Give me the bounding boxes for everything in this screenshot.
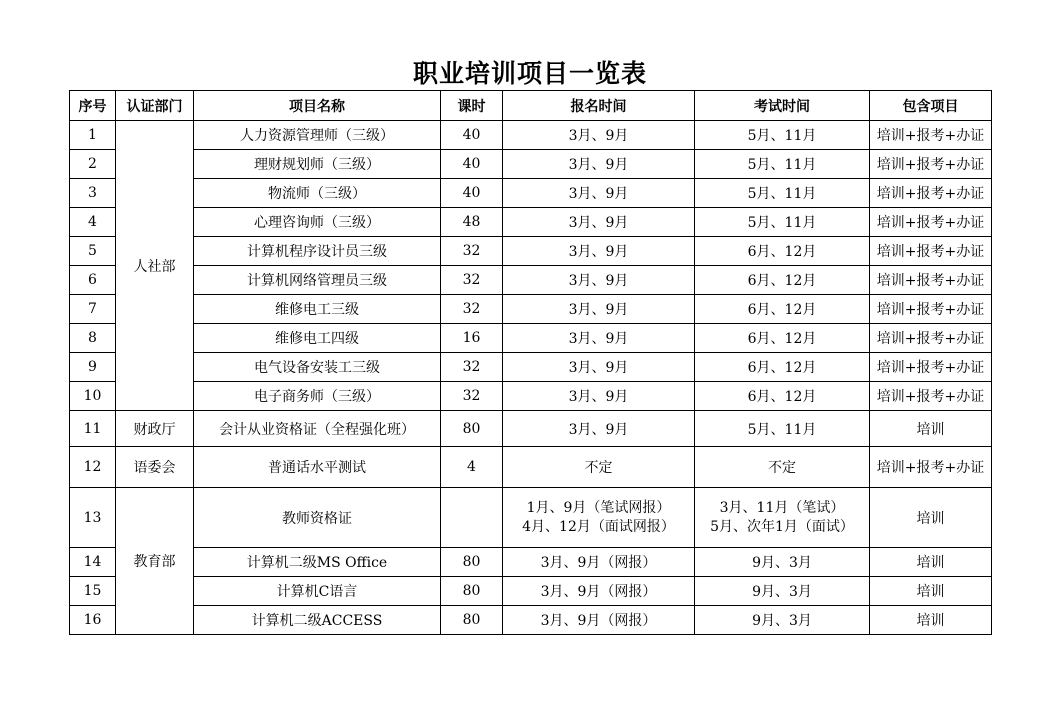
cell-name: 计算机二级MS Office [194,548,441,577]
cell-no: 9 [70,353,116,382]
cell-dept: 人社部 [116,121,194,411]
cell-incl: 培训+报考+办证 [870,324,992,353]
cell-incl: 培训+报考+办证 [870,179,992,208]
cell-exam: 5月、11月 [695,179,870,208]
cell-reg: 3月、9月（网报） [503,577,695,606]
cell-name: 维修电工四级 [194,324,441,353]
cell-reg: 3月、9月 [503,266,695,295]
cell-exam: 9月、3月 [695,577,870,606]
cell-hours: 80 [441,577,503,606]
cell-dept: 财政厅 [116,411,194,447]
cell-incl: 培训+报考+办证 [870,150,992,179]
cell-exam: 6月、12月 [695,266,870,295]
cell-exam: 5月、11月 [695,150,870,179]
table-row [70,208,992,237]
header-cell-incl: 包含项目 [870,91,992,121]
cell-exam: 6月、12月 [695,295,870,324]
cell-incl: 培训 [870,577,992,606]
cell-no: 5 [70,237,116,266]
cell-hours: 80 [441,606,503,635]
cell-hours [441,488,503,548]
table-row [70,606,992,635]
cell-exam [695,488,870,548]
cell-hours: 32 [441,382,503,411]
cell-name: 计算机网络管理员三级 [194,266,441,295]
cell-hours: 80 [441,411,503,447]
cell-name: 计算机程序设计员三级 [194,237,441,266]
cell-reg: 3月、9月 [503,382,695,411]
table-row [70,548,992,577]
cell-reg [503,488,695,548]
cell-name: 心理咨询师（三级） [194,208,441,237]
cell-no: 1 [70,121,116,150]
page-title: 职业培训项目一览表 [412,59,647,88]
cell-reg: 3月、9月 [503,237,695,266]
cell-name: 维修电工三级 [194,295,441,324]
header-cell-dept: 认证部门 [116,91,194,121]
cell-no: 10 [70,382,116,411]
cell-name: 电气设备安装工三级 [194,353,441,382]
cell-no: 3 [70,179,116,208]
header-cell-exam: 考试时间 [695,91,870,121]
header-row [70,91,992,121]
cell-reg: 3月、9月 [503,179,695,208]
cell-reg: 3月、9月（网报） [503,548,695,577]
cell-reg: 3月、9月 [503,353,695,382]
cell-exam: 5月、11月 [695,121,870,150]
cell-incl: 培训 [870,548,992,577]
cell-exam: 5月、11月 [695,411,870,447]
cell-name: 计算机二级ACCESS [194,606,441,635]
cell-reg: 3月、9月 [503,324,695,353]
cell-hours: 80 [441,548,503,577]
cell-exam: 6月、12月 [695,382,870,411]
cell-incl: 培训+报考+办证 [870,121,992,150]
cell-hours: 40 [441,121,503,150]
cell-dept: 教育部 [116,488,194,635]
cell-hours: 32 [441,295,503,324]
table-row [70,382,992,411]
reg-line: 1月、9月（笔试网报） [526,499,671,516]
reg-line: 4月、12月（面试网报） [522,518,675,535]
cell-reg: 3月、9月 [503,208,695,237]
cell-incl: 培训+报考+办证 [870,237,992,266]
exam-line: 3月、11月（笔试） [719,499,845,516]
table-row [70,150,992,179]
cell-exam: 9月、3月 [695,606,870,635]
cell-no: 12 [70,447,116,488]
table-row [70,353,992,382]
header-cell-name: 项目名称 [194,91,441,121]
cell-exam: 6月、12月 [695,237,870,266]
cell-incl: 培训+报考+办证 [870,353,992,382]
cell-incl: 培训+报考+办证 [870,447,992,488]
cell-incl: 培训 [870,606,992,635]
cell-reg: 3月、9月 [503,295,695,324]
cell-reg: 3月、9月 [503,121,695,150]
header-cell-hours: 课时 [441,91,503,121]
table-row [70,179,992,208]
cell-name: 人力资源管理师（三级） [194,121,441,150]
cell-incl: 培训 [870,411,992,447]
header-cell-no: 序号 [70,91,116,121]
cell-name: 理财规划师（三级） [194,150,441,179]
cell-incl: 培训+报考+办证 [870,208,992,237]
cell-no: 7 [70,295,116,324]
cell-no: 4 [70,208,116,237]
exam-line: 5月、次年1月（面试） [710,518,854,535]
cell-name: 物流师（三级） [194,179,441,208]
cell-exam: 5月、11月 [695,208,870,237]
cell-hours: 40 [441,150,503,179]
cell-incl: 培训 [870,488,992,548]
cell-hours: 32 [441,237,503,266]
cell-no: 13 [70,488,116,548]
cell-dept: 语委会 [116,447,194,488]
table-row [70,488,992,548]
cell-hours: 16 [441,324,503,353]
cell-no: 2 [70,150,116,179]
cell-name: 计算机C语言 [194,577,441,606]
cell-name: 教师资格证 [194,488,441,548]
cell-no: 11 [70,411,116,447]
cell-hours: 48 [441,208,503,237]
training-table [69,90,992,635]
table-row [70,324,992,353]
cell-no: 16 [70,606,116,635]
cell-exam: 6月、12月 [695,324,870,353]
cell-name: 电子商务师（三级） [194,382,441,411]
table-row [70,237,992,266]
table-row [70,266,992,295]
cell-hours: 32 [441,353,503,382]
cell-hours: 32 [441,266,503,295]
table-row [70,121,992,150]
cell-no: 6 [70,266,116,295]
cell-incl: 培训+报考+办证 [870,266,992,295]
header-cell-reg: 报名时间 [503,91,695,121]
cell-hours: 40 [441,179,503,208]
cell-no: 8 [70,324,116,353]
cell-reg: 不定 [503,447,695,488]
cell-exam: 6月、12月 [695,353,870,382]
cell-incl: 培训+报考+办证 [870,295,992,324]
cell-reg: 3月、9月 [503,411,695,447]
cell-name: 普通话水平测试 [194,447,441,488]
cell-reg: 3月、9月 [503,150,695,179]
table-row [70,295,992,324]
cell-reg: 3月、9月（网报） [503,606,695,635]
table-row [70,447,992,488]
cell-no: 14 [70,548,116,577]
cell-name: 会计从业资格证（全程强化班） [194,411,441,447]
table-row [70,411,992,447]
cell-exam: 9月、3月 [695,548,870,577]
cell-no: 15 [70,577,116,606]
cell-hours: 4 [441,447,503,488]
cell-incl: 培训+报考+办证 [870,382,992,411]
table-row [70,577,992,606]
cell-exam: 不定 [695,447,870,488]
